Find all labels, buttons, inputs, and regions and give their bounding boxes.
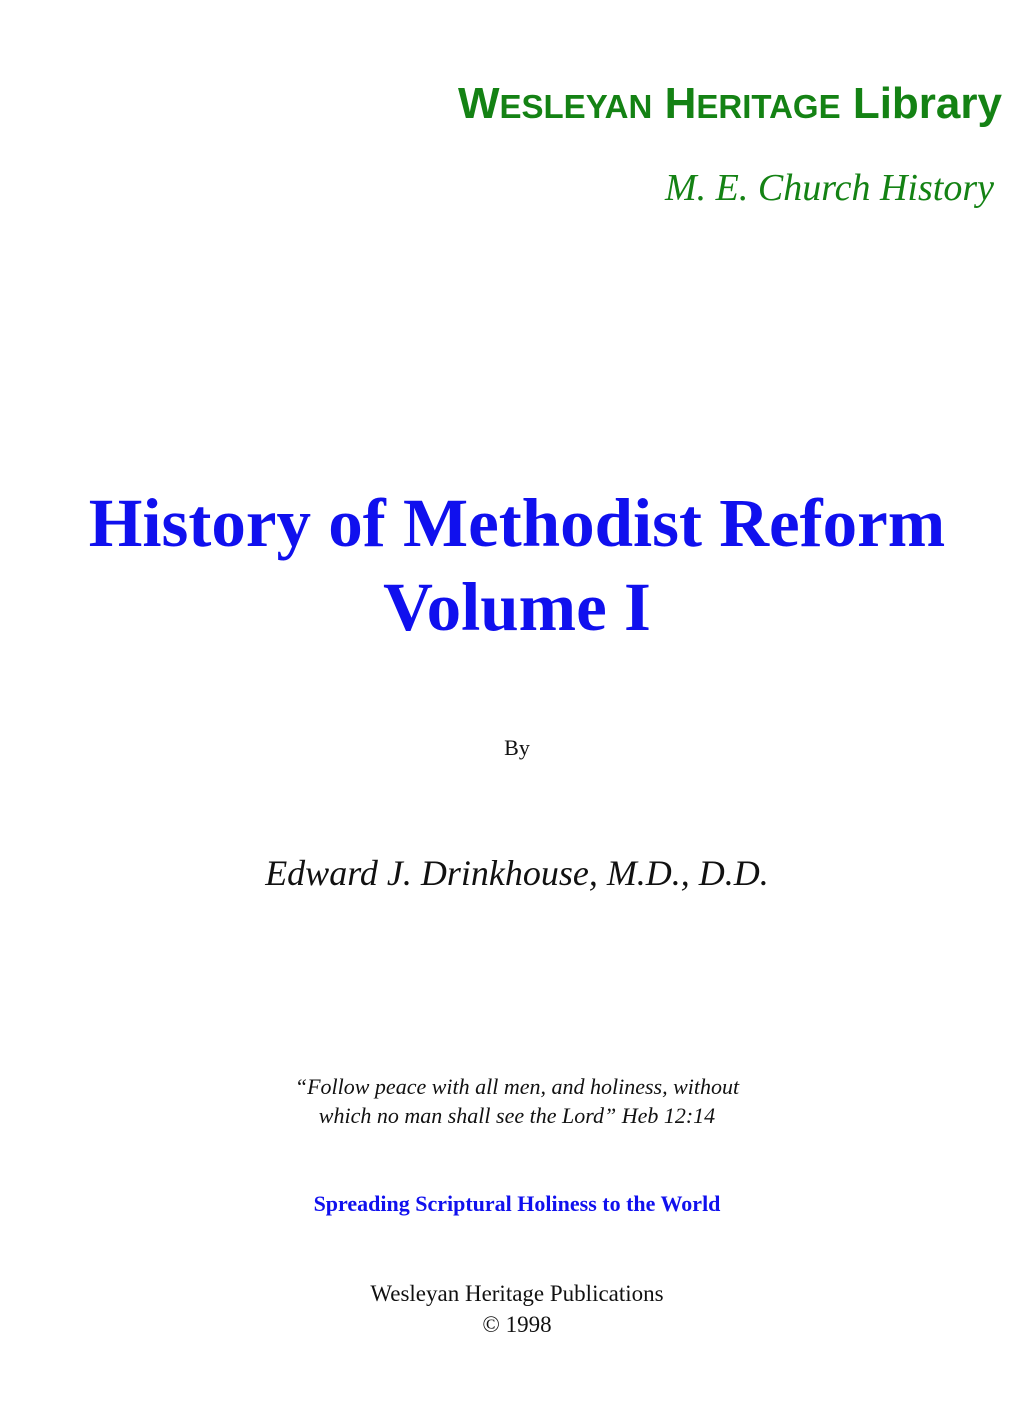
publisher-name: Wesleyan Heritage Publications	[370, 1281, 664, 1306]
copyright-notice: © 1998	[482, 1312, 552, 1337]
by-label: By	[504, 735, 530, 760]
book-title-line-2: Volume I	[383, 569, 651, 645]
book-title	[0, 481, 1034, 649]
slogan: Spreading Scriptural Holiness to the World	[313, 1191, 721, 1216]
book-title-line-1: History of Methodist Reform	[88, 485, 946, 561]
scripture-quote-line-1: “Follow peace with all men, and holiness, without	[294, 1074, 740, 1099]
library-word-esleyan: ESLEYAN	[499, 88, 653, 125]
author-name: Edward J. Drinkhouse, M.D., D.D.	[265, 853, 769, 893]
library-initial-h: H	[664, 79, 697, 128]
library-word-eritage: ERITAGE	[696, 88, 841, 125]
library-initial-w: W	[457, 79, 500, 128]
library-name	[458, 78, 1002, 133]
scripture-quote-line-2: which no man shall see the Lord” Heb 12:14	[318, 1103, 716, 1128]
series-name: M. E. Church History	[665, 167, 994, 209]
library-word-library: Library	[852, 79, 1002, 128]
scripture-quote	[0, 1072, 1034, 1130]
publisher-block	[0, 1278, 1034, 1340]
